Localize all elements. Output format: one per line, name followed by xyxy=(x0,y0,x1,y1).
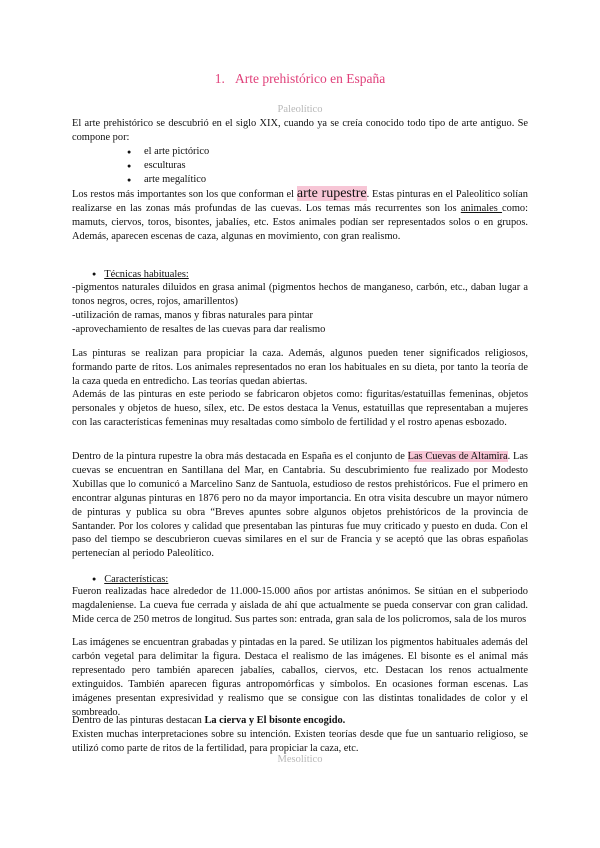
purpose-paragraph: Las pinturas se realizan para propiciar la caza. Además, algunos pueden tener significados religiosos, formando parte de ritos. Los animales representados no eran los habituales en su dieta, por tanto la teoría de la caza queda en entredicho. Las teorías quedan abiertas. xyxy=(72,348,528,387)
highlight-arte-rupestre: arte rupestre xyxy=(296,186,367,201)
list-item: -pigmentos naturales diluidos en grasa animal (pigmentos hechos de manganeso, carbón, etc., daban lugar a tonos negros, ocres, rojos, amarillentos) xyxy=(72,282,528,307)
section-heading-mesolitico: Mesolítico xyxy=(277,754,323,765)
section-heading-paleolitico: Paleolítico xyxy=(277,104,323,115)
images-paragraph: Las imágenes se encuentran grabadas y pintadas en la pared. Se utilizan los pigmentos habituales además del carbón vegetal para delimitar la figura. Destaca el realismo de las imágenes. El bisonte es el animal más representado pero también aparecen jabalíes, caballos, ciervos, etc. Destacan los renos actualmente extinguidos. También aparecen figuras antropomórficas y símbolos. En ocasiones forman escenas. Las imágenes presentan expresividad y realismo que se consigue con las distintas tonalidades de color y el sombreado. xyxy=(72,637,528,718)
highlight-altamira: Las Cuevas de Altamira xyxy=(407,451,508,462)
art-types-list xyxy=(72,145,528,187)
bullet-icon: ● xyxy=(92,270,97,278)
characteristics-paragraph: Fueron realizadas hace alrededor de 11.000-15.000 años por artistas anónimos. Se sitúan en el subperiodo magdaleniense. La cueva fue cerrada y aislada de ahí que actualmente se pueda conservar con gran calidad. Mide cerca de 250 metros de longitud. Sus partes son: entrada, gran sala de los policromos, sala de los muros xyxy=(72,586,528,625)
altamira-paragraph: Dentro de la pintura rupestre la obra más destacada en España es el conjunto de Las Cuevas de Altamira. Las cuevas se encuentran en Santillana del Mar, en Cantabria. Su descubrimiento fue realizado por Modesto Xubillas que lo comunicó a Marcelino Sanz de Santuola, estudioso de restos prehistóricos. Fue el primero en encontrar algunas pinturas en 1876 pero no da mayor importancia. En otra visita descubre un mayor número de pinturas y publica su obra “Breves apuntes sobre algunos objetos prehistóricos de la provincia de Santander. Por los colores y calidad que presentaban las pinturas fue muy criticado y puesto en duda. Con el paso del tiempo se descubrieron cuevas similares en el sur de Francia y se aceptó que las obras españolas pertenecían al periodo Paleolítico. xyxy=(72,451,528,560)
tecnicas-heading: ● Técnicas habituales: xyxy=(92,269,189,280)
list-item: ● el arte pictórico xyxy=(72,145,528,159)
list-item: ● arte megalítico xyxy=(72,173,528,187)
bullet-icon: ● xyxy=(92,575,97,583)
page-title: 1. Arte prehistórico en España xyxy=(214,71,386,86)
tecnicas-list xyxy=(72,281,528,337)
highlights-paragraph: Dentro de las pinturas destacan La cierva y El bisonte encogido. xyxy=(72,715,346,726)
list-item: -utilización de ramas, manos y fibras naturales para pintar xyxy=(72,309,313,321)
interpretations-paragraph: Existen muchas interpretaciones sobre su intención. Existen teorías desde que fue un santuario religioso, se utilizó como parte de ritos de la fertilidad, para propiciar la caza, etc. xyxy=(72,729,528,754)
intro-paragraph: El arte prehistórico se descubrió en el siglo XIX, cuando ya se creía conocido todo tipo de arte antiguo. Se compone por: xyxy=(72,118,528,143)
list-item: ● esculturas xyxy=(72,159,528,173)
caracteristicas-heading: ● Características: xyxy=(92,574,169,585)
arte-rupestre-paragraph: Los restos más importantes son los que conforman el arte rupestre. Estas pinturas en el Paleolítico solían realizarse en las zonas más profundas de las cuevas. Los temas más recurrentes son los animales como: mamuts, ciervos, toros, bisontes, jabalíes, etc. Estos animales podían ser representados solos o en grupos. Además, aparecen escenas de caza, algunas en movimiento, con gran realismo. xyxy=(72,186,529,242)
list-item: -aprovechamiento de resaltes de las cuevas para dar realismo xyxy=(72,323,326,335)
objects-paragraph: Además de las pinturas en este periodo se fabricaron objetos como: figuritas/estatuillas femeninas, objetos personales y objetos de hueso, sílex, etc. De estos destaca la Venus, estatuillas que representaban a mujeres con las características femeninas muy resaltadas como símbolo de fertilidad y el rostro apenas esbozado. xyxy=(72,389,528,428)
